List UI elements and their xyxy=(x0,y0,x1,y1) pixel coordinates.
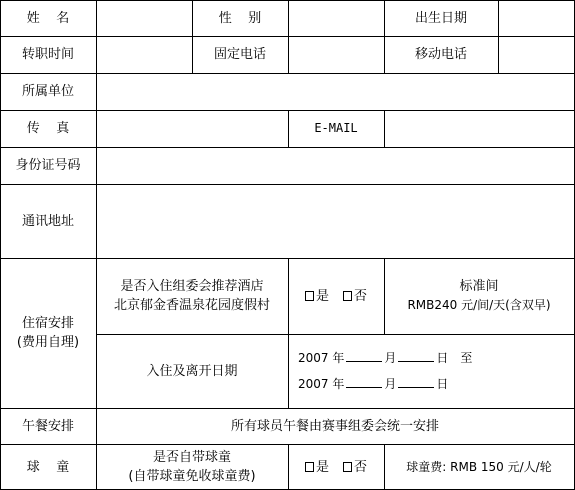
name-field[interactable] xyxy=(97,1,192,36)
checkout-day-label: 日 xyxy=(436,377,449,391)
id-number-label: 身份证号码 xyxy=(15,158,81,173)
lunch-label: 午餐安排 xyxy=(21,418,74,434)
checkout-month-input[interactable] xyxy=(346,374,382,388)
hotel-no-label: 否 xyxy=(354,288,368,304)
date-to-label: 至 xyxy=(460,351,473,365)
hotel-no-checkbox[interactable] xyxy=(343,291,352,301)
id-number-field[interactable] xyxy=(97,148,574,184)
checkout-day-input[interactable] xyxy=(398,374,434,388)
organization-field[interactable] xyxy=(97,74,574,110)
room-info xyxy=(384,258,574,334)
address-label: 通讯地址 xyxy=(21,213,74,229)
name-label: 姓 名 xyxy=(26,11,70,26)
fax-label: 传 真 xyxy=(26,121,70,136)
organization-label: 所属单位 xyxy=(21,84,74,99)
caddie-fee: 球童费: RMB 150 元/人/轮 xyxy=(406,459,552,474)
landline-label: 固定电话 xyxy=(213,47,266,62)
caddie-label: 球 童 xyxy=(26,459,70,475)
hotel-no-option[interactable] xyxy=(343,287,367,306)
caddie-question-note: (自带球童免收球童费) xyxy=(128,469,256,484)
hotel-choice xyxy=(288,258,384,334)
hotel-question xyxy=(96,258,288,334)
hotel-yes-checkbox[interactable] xyxy=(305,291,314,301)
caddie-yes-option[interactable] xyxy=(305,458,329,477)
hotel-name: 北京郁金香温泉花园度假村 xyxy=(113,298,270,313)
checkout-date-row xyxy=(298,374,448,394)
lunch-note: 所有球员午餐由赛事组委会统一安排 xyxy=(230,418,439,434)
email-label: E-MAIL xyxy=(314,121,358,135)
fax-field[interactable] xyxy=(97,111,288,147)
email-field[interactable] xyxy=(385,111,574,147)
transfer-time-field[interactable] xyxy=(97,37,192,73)
checkin-date-row xyxy=(298,348,472,368)
gender-field[interactable] xyxy=(289,1,384,36)
hotel-yes-option[interactable] xyxy=(305,287,329,306)
caddie-choice xyxy=(288,444,384,490)
accommodation-title: 住宿安排 xyxy=(21,316,74,331)
checkin-day-input[interactable] xyxy=(398,348,434,362)
checkin-month-input[interactable] xyxy=(346,348,382,362)
checkout-year: 2007 年 xyxy=(298,377,345,391)
birthdate-field[interactable] xyxy=(499,1,574,36)
caddie-question-text: 是否自带球童 xyxy=(152,450,231,465)
caddie-no-option[interactable] xyxy=(343,458,367,477)
birthdate-label: 出生日期 xyxy=(414,11,467,26)
caddie-no-checkbox[interactable] xyxy=(343,462,352,472)
hotel-question-text: 是否入住组委会推荐酒店 xyxy=(120,279,264,294)
checkin-month-label: 月 xyxy=(384,351,397,365)
transfer-time-label: 转职时间 xyxy=(21,47,74,62)
caddie-yes-label: 是 xyxy=(315,459,329,475)
caddie-no-label: 否 xyxy=(354,459,368,475)
caddie-yes-checkbox[interactable] xyxy=(305,462,314,472)
caddie-question xyxy=(96,444,288,490)
address-field[interactable] xyxy=(97,185,574,258)
checkin-checkout-dates xyxy=(288,334,574,408)
landline-field[interactable] xyxy=(289,37,384,73)
checkout-month-label: 月 xyxy=(384,377,397,391)
accommodation-label xyxy=(0,258,96,408)
gender-label: 性 别 xyxy=(218,11,262,26)
room-price: RMB240 元/间/天(含双早) xyxy=(407,298,551,312)
accommodation-note: (费用自理) xyxy=(16,335,80,350)
hotel-yes-label: 是 xyxy=(315,288,329,304)
mobile-label: 移动电话 xyxy=(414,47,467,62)
checkin-checkout-label: 入住及离开日期 xyxy=(146,363,238,379)
checkin-year: 2007 年 xyxy=(298,351,345,365)
mobile-field[interactable] xyxy=(499,37,574,73)
checkin-day-label: 日 xyxy=(436,351,449,365)
room-type: 标准间 xyxy=(459,279,499,294)
